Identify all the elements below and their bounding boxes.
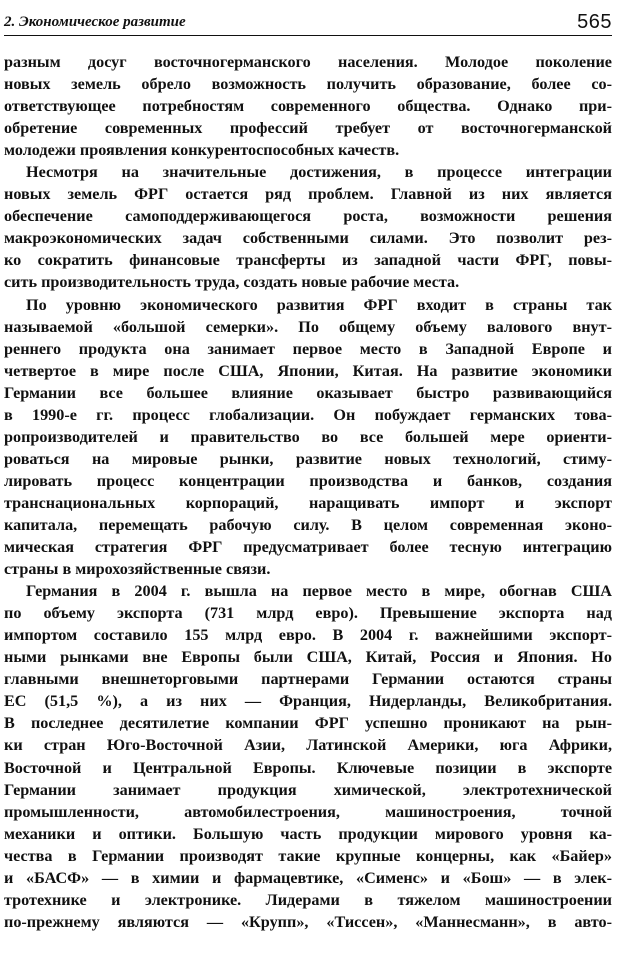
text-line: промышленности, автомобилестроения, машиностроения, точной [4,802,612,821]
text-line: страны в мирохозяйственные связи. [4,560,271,579]
text-line: сить производительность труда, создать новые рабочие места. [4,273,460,292]
text-line: по-прежнему являются — «Крупп», «Тиссен», «Маннесманн», в авто- [4,912,612,931]
text-line: Германии занимает продукция химической, электротехнической [4,780,612,799]
text-line: капитала, перемещать рабочую силу. В целом современная эконо- [4,515,612,534]
text-line: главными внешнеторговыми партнерами Германии остаются страны [4,670,612,689]
running-head [4,6,612,34]
text-line: Несмотря на значительные достижения, в процессе интеграции [26,163,612,182]
text-line: называемой «большой семерки». По общему объему валового внут- [4,317,612,336]
text-line: лировать процесс концентрации производства и банков, создания [4,471,612,490]
text-line: макроэкономических задач собственными силами. Это позволит рез- [4,229,612,248]
text-line: разным досуг восточногерманского населения. Молодое поколение [4,53,612,71]
header-rule [4,35,612,36]
text-line: Германии все большее влияние оказывает быстро развивающийся [4,383,612,402]
text-line: роваться на мировые рынки, развитие новых технологий, стиму- [4,449,612,468]
text-line: мическая стратегия ФРГ предусматривает более тесную интеграцию [4,538,612,557]
text-line: чества в Германии производят такие крупные концерны, как «Байер» [4,846,612,865]
text-line: новых земель ФРГ остается ряд проблем. Главной из них является [4,185,612,204]
text-line: обеспечение самоподдерживающегося роста, возможности решения [4,207,612,226]
text-line: ки стран Юго-Восточной Азии, Латинской Америки, юга Африки, [4,736,612,755]
text-line: ЕС (51,5 %), а из них — Франция, Нидерланды, Великобритания. [4,692,612,711]
text-line: четвертое в мире после США, Японии, Китая. На развитие экономики [4,361,612,380]
paragraph [4,51,612,161]
text-line: тротехнике и электронике. Лидерами в тяжелом машиностроении [4,890,612,909]
text-line: молодежи проявления конкурентоспособных качеств. [4,141,400,160]
text-line: транснациональных корпораций, наращивать импорт и экспорт [4,493,612,512]
body-text [4,51,612,933]
page-number: 565 [577,11,612,33]
paragraph [4,294,612,581]
text-line: по объему экспорта (731 млрд евро). Превышение экспорта над [4,604,612,623]
paragraph [4,580,612,933]
text-line: ответствующее потребностям современного общества. Однако при- [4,97,612,116]
paragraph [4,161,612,293]
text-line: В последнее десятилетие компании ФРГ успешно проникают на рын- [4,714,612,733]
text-line: ными рынками вне Европы были США, Китай, Россия и Япония. Но [4,648,612,667]
text-line: реннего продукта она занимает первое место в Западной Европе и [4,339,612,358]
section-title: 2. Экономическое развитие [4,14,186,30]
text-line: и «БАСФ» — в химии и фармацевтике, «Сименс» и «Бош» — в элек- [4,868,612,887]
text-line: механики и оптики. Большую часть продукции мирового уровня ка- [4,824,612,843]
text-line: Восточной и Центральной Европы. Ключевые позиции в экспорте [4,758,612,777]
text-line: ко сократить финансовые трансферты из западной части ФРГ, повы- [4,251,612,270]
text-line: обретение современных профессий требует от восточногерманской [4,119,612,138]
text-line: По уровню экономического развития ФРГ входит в страны так [26,295,612,314]
text-line: новых земель обрело возможность получить образование, более со- [4,75,612,94]
text-line: в 1990-е гг. процесс глобализации. Он побуждает германских това- [4,405,612,424]
text-line: ропроизводителей и правительство во все большей мере ориенти- [4,427,612,446]
text-line: импортом составило 155 млрд евро. В 2004 г. важнейшими экспорт- [4,626,612,645]
text-line: Германия в 2004 г. вышла на первое место в мире, обогнав США [26,582,612,601]
